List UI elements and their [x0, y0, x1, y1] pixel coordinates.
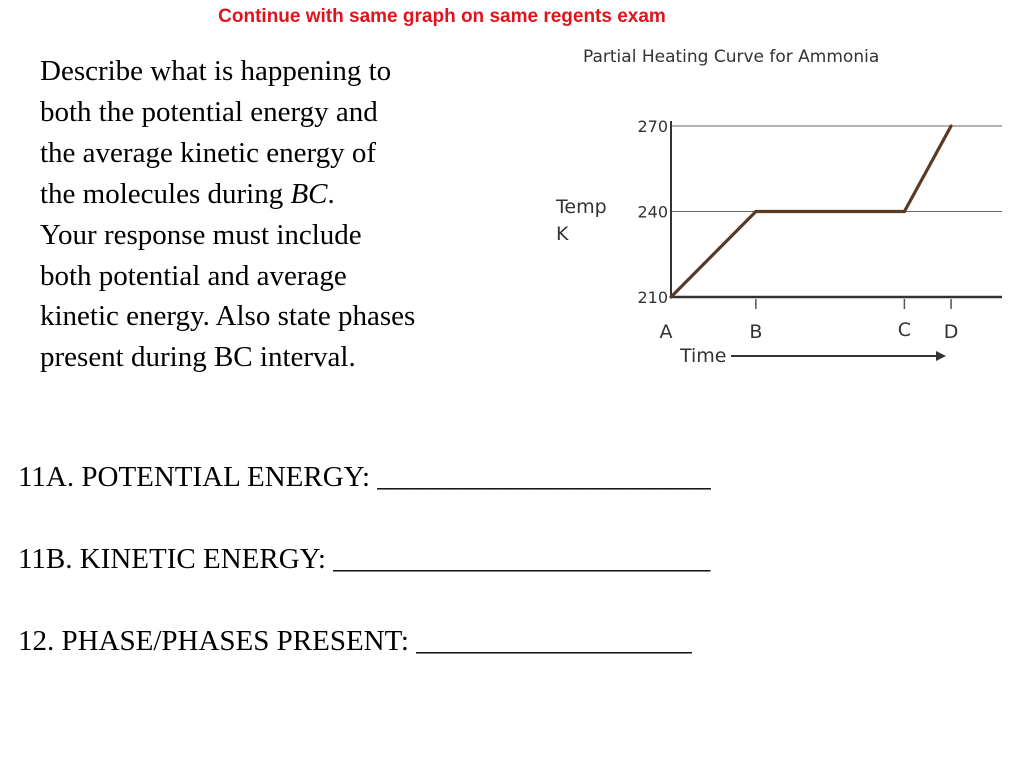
chart-title: Partial Heating Curve for Ammonia — [583, 47, 880, 67]
prompt-line-7: kinetic energy. Also state phases — [40, 300, 416, 333]
y-axis-label-temp: Temp — [556, 196, 607, 218]
prompt-line-8: present during BC interval. — [40, 341, 356, 374]
question-prompt — [40, 51, 510, 378]
question-12-phases-present: 12. PHASE/PHASES PRESENT: ___________________ — [18, 625, 692, 657]
prompt-line-6: both potential and average — [40, 259, 347, 292]
x-tick-label-B: B — [749, 321, 763, 343]
heating-curve-svg — [540, 40, 1024, 380]
curve-segment-AB — [671, 212, 756, 298]
curve-segment-CD — [904, 126, 951, 212]
y-axis-label-unit: K — [556, 223, 569, 245]
question-11b-kinetic-energy: 11B. KINETIC ENERGY: __________________________ — [18, 543, 711, 575]
prompt-line-1: Describe what is happening to — [40, 55, 392, 87]
x-tick-label-D: D — [943, 321, 959, 343]
y-tick-label-210: 210 — [637, 288, 668, 307]
axis-layer — [671, 121, 1002, 297]
x-tick-label-C: C — [897, 319, 912, 341]
prompt-line-4-prefix: the molecules during — [40, 177, 291, 210]
x-axis-label: Time — [680, 345, 727, 367]
tick-layer — [637, 117, 958, 343]
x-tick-label-A: A — [659, 321, 673, 343]
y-tick-label-270: 270 — [637, 117, 668, 136]
header-note: Continue with same graph on same regents exam — [218, 6, 666, 27]
prompt-line-3: the average kinetic energy of — [40, 136, 377, 169]
heating-curve-chart — [540, 40, 1024, 380]
prompt-line-2: both the potential energy and — [40, 95, 378, 128]
prompt-line-4 — [40, 174, 510, 215]
y-tick-label-240: 240 — [637, 202, 668, 222]
prompt-line-5: Your response must include — [40, 218, 362, 251]
question-11a-potential-energy: 11A. POTENTIAL ENERGY: _______________________ — [18, 461, 711, 493]
prompt-interval-emphasis: BC — [290, 177, 328, 210]
prompt-line-4-suffix: . — [327, 177, 335, 210]
grid-layer — [671, 126, 1002, 212]
